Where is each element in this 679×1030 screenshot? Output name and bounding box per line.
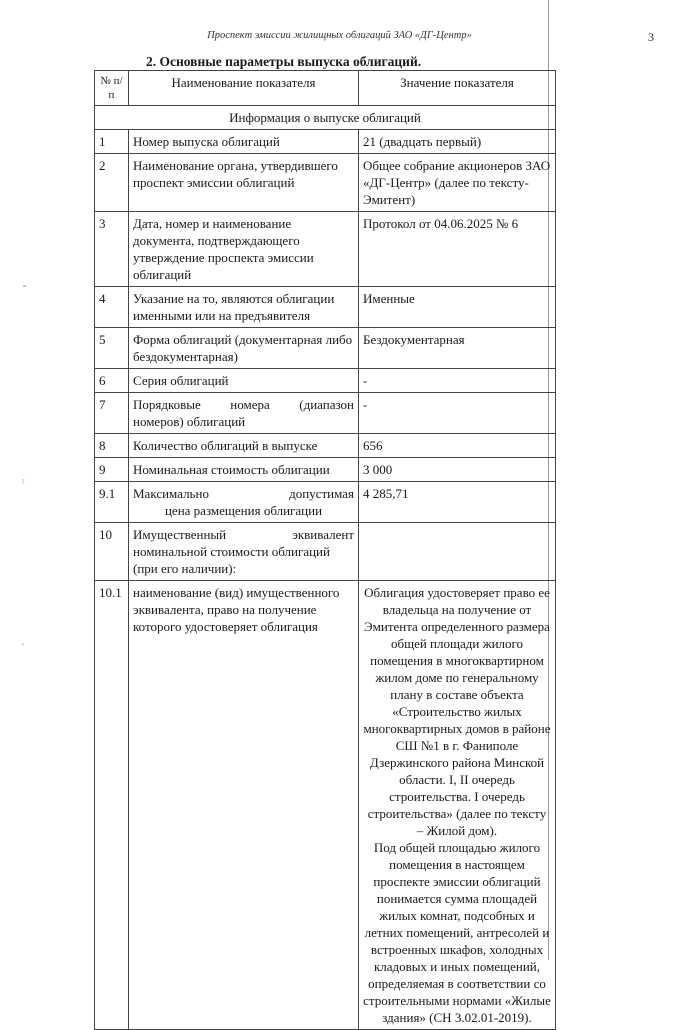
table-row bbox=[95, 328, 556, 369]
row-name-line: цена размещения облигации bbox=[164, 503, 323, 518]
row-name-line: номеров) облигаций bbox=[133, 414, 246, 429]
row-value: Именные bbox=[359, 287, 556, 328]
column-header-name: Наименование показателя bbox=[129, 71, 359, 106]
table-row bbox=[95, 154, 556, 212]
row-name: Форма облигаций (документарная либо бездокументарная) bbox=[129, 328, 359, 369]
row-value-paragraph: Под общей площадью жилого помещения в настоящем проспекте эмиссии облигаций понимается сумма площадей жилых комнат, подсобных и летних помещений, антресолей и встроенных шкафов, холодных кладовых и иных помещений, определяемая в соответствии со строительными нормами «Жилые здания» (СН 3.02.01-2019). bbox=[363, 840, 551, 1025]
table-row bbox=[95, 458, 556, 482]
row-num: 2 bbox=[95, 154, 129, 212]
row-num: 5 bbox=[95, 328, 129, 369]
row-name bbox=[129, 523, 359, 581]
row-name: Указание на то, являются облигации именными или на предъявителя bbox=[129, 287, 359, 328]
row-value: Общее собрание акционеров ЗАО «ДГ-Центр» (далее по тексту- Эмитент) bbox=[359, 154, 556, 212]
row-num: 3 bbox=[95, 212, 129, 287]
row-value: 656 bbox=[359, 434, 556, 458]
row-num: 10 bbox=[95, 523, 129, 581]
table-row bbox=[95, 212, 556, 287]
row-num: 9.1 bbox=[95, 482, 129, 523]
row-value: Протокол от 04.06.2025 № 6 bbox=[359, 212, 556, 287]
page-header: Проспект эмиссии жилищных облигаций ЗАО «ДГ-Центр» bbox=[207, 30, 472, 41]
row-value: - bbox=[359, 393, 556, 434]
row-num: 1 bbox=[95, 130, 129, 154]
section-title: 2. Основные параметры выпуска облигаций. bbox=[146, 54, 422, 69]
row-value: - bbox=[359, 369, 556, 393]
row-name: Количество облигаций в выпуске bbox=[129, 434, 359, 458]
table-row bbox=[95, 581, 556, 1030]
row-name: Наименование органа, утвердившего проспект эмиссии облигаций bbox=[129, 154, 359, 212]
page-number: 3 bbox=[648, 30, 654, 44]
info-row bbox=[95, 106, 556, 130]
row-name-line: Порядковые номера (диапазон bbox=[133, 397, 354, 412]
info-row-label: Информация о выпуске облигаций bbox=[95, 106, 556, 130]
row-name: Дата, номер и наименование документа, подтверждающего утверждение проспекта эмиссии облигаций bbox=[129, 212, 359, 287]
table-header-row bbox=[95, 71, 556, 106]
table-row bbox=[95, 130, 556, 154]
column-header-num: № п/п bbox=[95, 71, 129, 106]
row-name-line: Имущественный эквивалент bbox=[133, 527, 354, 542]
row-num: 6 bbox=[95, 369, 129, 393]
row-num: 8 bbox=[95, 434, 129, 458]
table-row bbox=[95, 434, 556, 458]
row-num: 7 bbox=[95, 393, 129, 434]
row-name: Номер выпуска облигаций bbox=[129, 130, 359, 154]
table-row bbox=[95, 369, 556, 393]
row-value: Бездокументарная bbox=[359, 328, 556, 369]
parameters-table bbox=[94, 70, 556, 1030]
margin-mark: ⁼ bbox=[22, 282, 27, 292]
row-num: 4 bbox=[95, 287, 129, 328]
row-value bbox=[359, 523, 556, 581]
row-value bbox=[359, 581, 556, 1030]
margin-mark: ˀ bbox=[22, 478, 25, 488]
column-header-value: Значение показателя bbox=[359, 71, 556, 106]
table-row bbox=[95, 393, 556, 434]
row-name bbox=[129, 393, 359, 434]
row-name-line: Максимально допустимая bbox=[133, 486, 354, 501]
table-row bbox=[95, 482, 556, 523]
row-name-line: номинальной стоимости облигаций (при его наличии): bbox=[133, 544, 330, 576]
row-value: 4 285,71 bbox=[359, 482, 556, 523]
row-num: 9 bbox=[95, 458, 129, 482]
table-row bbox=[95, 287, 556, 328]
row-name: наименование (вид) имущественного эквивалента, право на получение которого удостоверяет облигация bbox=[129, 581, 359, 1030]
row-num: 10.1 bbox=[95, 581, 129, 1030]
margin-mark: ˢ bbox=[22, 640, 24, 650]
row-name: Серия облигаций bbox=[129, 369, 359, 393]
table-row bbox=[95, 523, 556, 581]
row-value: 3 000 bbox=[359, 458, 556, 482]
row-value-paragraph: Облигация удостоверяет право ее владельца на получение от Эмитента определенного размера общей площади жилого помещения в многоквартирном жилом доме по генеральному плану в составе объекта «Строительство жилых многоквартирных домов в районе СШ №1 в г. Фаниполе Дзержинского района Минской области. I, II очередь строительства. I очередь строительства» (далее по тексту – Жилой дом). bbox=[363, 585, 551, 838]
row-name bbox=[129, 482, 359, 523]
row-value: 21 (двадцать первый) bbox=[359, 130, 556, 154]
row-name: Номинальная стоимость облигации bbox=[129, 458, 359, 482]
